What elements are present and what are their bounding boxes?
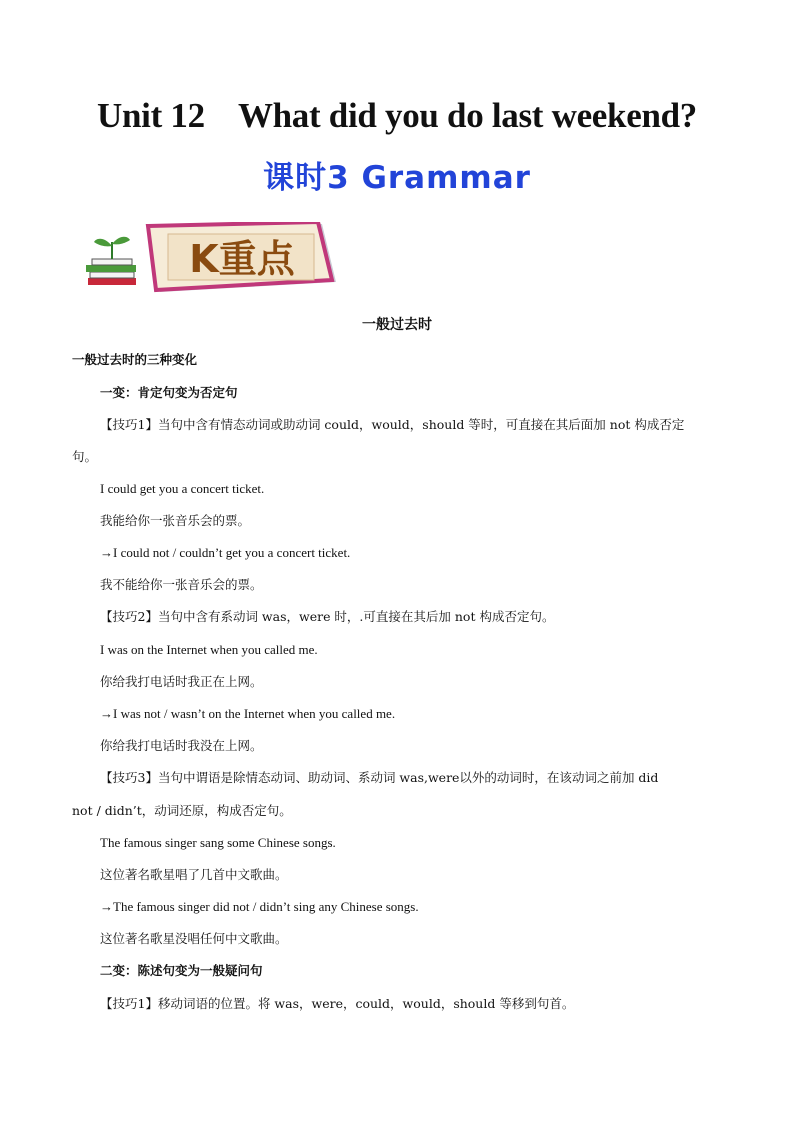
text-line: 【技巧1】移动词语的位置。将 was，were，could，would，should 等移到句首。 [100,996,575,1011]
translation-line: 这位著名歌星没唱任何中文歌曲。 [100,931,288,946]
section-badge [86,222,346,300]
example-line: I was on the Internet when you called me. [100,642,318,657]
heading-line: 一般过去时的三种变化 [72,352,198,367]
translation-line: 你给我打电话时我正在上网。 [100,674,263,689]
section-title: 一般过去时 [362,317,432,333]
page-subtitle: 课时3 Grammar [263,160,531,196]
subheading-line: 一变：肯定句变为否定句 [100,385,238,400]
text-line: 句。 [72,449,98,464]
subheading-line: 二变：陈述句变为一般疑问句 [100,963,263,978]
text-line: 【技巧2】当句中含有系动词 was，were 时，.可直接在其后加 not 构成否定句。 [100,609,555,624]
example-line: I could get you a concert ticket. [100,481,265,496]
translation-line: 我不能给你一张音乐会的票。 [100,577,263,592]
text-line: 【技巧1】当句中含有情态动词或助动词 could，would，should 等时，可直接在其后面加 not 构成否定 [100,417,685,432]
example-line: The famous singer sang some Chinese songs. [100,835,336,850]
text-line: not / didn’t，动词还原，构成否定句。 [72,803,292,818]
page-title: Unit 12 What did you do last weekend? [97,96,697,135]
example-line: →The famous singer did not / didn’t sing any Chinese songs. [100,899,419,914]
example-line: →I was not / wasn’t on the Internet when you called me. [100,706,396,721]
badge-label: K重点 [189,237,295,281]
text-line: 【技巧3】当句中谓语是除情态动词、助动词、系动词 was,were以外的动词时，在该动词之前加 did [100,770,659,785]
example-line: →I could not / couldn’t get you a concert ticket. [100,545,351,560]
book-sprout-icon [86,222,346,300]
translation-line: 这位著名歌星唱了几首中文歌曲。 [100,867,288,882]
translation-line: 你给我打电话时我没在上网。 [100,738,263,753]
translation-line: 我能给你一张音乐会的票。 [100,513,251,528]
